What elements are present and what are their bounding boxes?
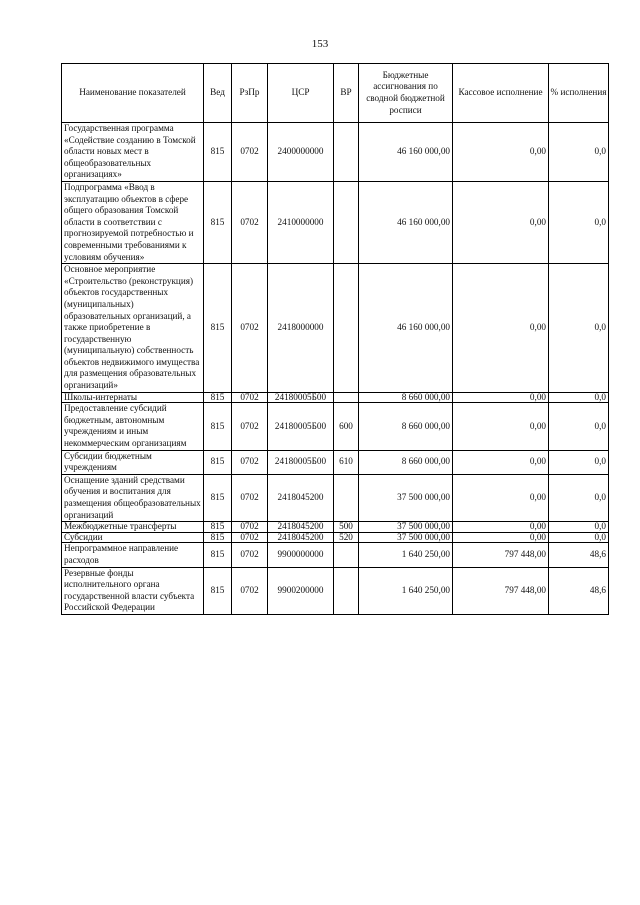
row-csr: 24180005Б00 — [268, 450, 334, 474]
row-percent: 0,0 — [549, 532, 609, 543]
row-cash: 797 448,00 — [453, 543, 549, 567]
row-ved: 815 — [204, 123, 232, 182]
row-budget: 37 500 000,00 — [359, 522, 453, 533]
row-rzpr: 0702 — [232, 567, 268, 614]
header-csr: ЦСР — [268, 64, 334, 123]
row-vr: 610 — [334, 450, 359, 474]
header-budget: Бюджетные ассигнования по сводной бюджетной росписи — [359, 64, 453, 123]
row-cash: 0,00 — [453, 181, 549, 263]
row-name: Школы-интернаты — [62, 392, 204, 403]
row-name: Государственная программа «Содействие созданию в Томской области новых мест в общеобразовательных организациях» — [62, 123, 204, 182]
row-name: Подпрограмма «Ввод в эксплуатацию объектов в сфере общего образования Томской области в соответствии с прогнозируемой потребностью и современными требованиями к условиям обучения» — [62, 181, 204, 263]
row-budget: 8 660 000,00 — [359, 450, 453, 474]
row-csr: 2418045200 — [268, 522, 334, 533]
row-rzpr: 0702 — [232, 543, 268, 567]
row-ved: 815 — [204, 522, 232, 533]
budget-table — [61, 63, 609, 615]
row-csr: 24180005Б00 — [268, 392, 334, 403]
row-percent: 0,0 — [549, 181, 609, 263]
row-percent: 0,0 — [549, 123, 609, 182]
row-rzpr: 0702 — [232, 403, 268, 450]
row-ved: 815 — [204, 264, 232, 393]
row-budget: 46 160 000,00 — [359, 181, 453, 263]
row-cash: 0,00 — [453, 450, 549, 474]
row-percent: 0,0 — [549, 450, 609, 474]
row-cash: 0,00 — [453, 532, 549, 543]
row-budget: 8 660 000,00 — [359, 403, 453, 450]
row-vr: 520 — [334, 532, 359, 543]
row-budget: 1 640 250,00 — [359, 567, 453, 614]
row-rzpr: 0702 — [232, 532, 268, 543]
table-row — [62, 543, 609, 567]
row-rzpr: 0702 — [232, 522, 268, 533]
row-name: Субсидии бюджетным учреждениям — [62, 450, 204, 474]
row-budget: 46 160 000,00 — [359, 123, 453, 182]
row-name: Основное мероприятие «Строительство (реконструкция) объектов государственных (муниципальных) образовательных организаций, а также приобретение в государственную (муниципальную) собственность объектов недвижимого имущества для размещения образовательных организаций» — [62, 264, 204, 393]
row-percent: 0,0 — [549, 522, 609, 533]
row-ved: 815 — [204, 181, 232, 263]
header-percent: % исполнения — [549, 64, 609, 123]
row-cash: 0,00 — [453, 123, 549, 182]
row-cash: 0,00 — [453, 403, 549, 450]
row-name: Оснащение зданий средствами обучения и воспитания для размещения общеобразовательных организаций — [62, 474, 204, 521]
row-vr — [334, 567, 359, 614]
row-ved: 815 — [204, 392, 232, 403]
row-budget: 1 640 250,00 — [359, 543, 453, 567]
table-row — [62, 123, 609, 182]
row-percent: 0,0 — [549, 474, 609, 521]
row-vr — [334, 474, 359, 521]
row-budget: 8 660 000,00 — [359, 392, 453, 403]
row-percent: 0,0 — [549, 392, 609, 403]
header-cash: Кассовое исполнение — [453, 64, 549, 123]
row-budget: 37 500 000,00 — [359, 474, 453, 521]
table-row — [62, 403, 609, 450]
row-cash: 0,00 — [453, 264, 549, 393]
row-ved: 815 — [204, 567, 232, 614]
row-vr — [334, 392, 359, 403]
header-rzpr: РзПр — [232, 64, 268, 123]
table-row — [62, 392, 609, 403]
row-ved: 815 — [204, 450, 232, 474]
row-vr: 500 — [334, 522, 359, 533]
row-csr: 9900200000 — [268, 567, 334, 614]
table-row — [62, 532, 609, 543]
row-ved: 815 — [204, 474, 232, 521]
row-csr: 2418045200 — [268, 474, 334, 521]
row-percent: 0,0 — [549, 403, 609, 450]
row-rzpr: 0702 — [232, 123, 268, 182]
table-row — [62, 522, 609, 533]
row-csr: 2410000000 — [268, 181, 334, 263]
row-vr — [334, 543, 359, 567]
header-vr: ВР — [334, 64, 359, 123]
row-name: Резервные фонды исполнительного органа государственной власти субъекта Российской Федерации — [62, 567, 204, 614]
row-name: Субсидии — [62, 532, 204, 543]
row-cash: 0,00 — [453, 522, 549, 533]
table-row — [62, 450, 609, 474]
row-name: Непрограммное направление расходов — [62, 543, 204, 567]
row-budget: 37 500 000,00 — [359, 532, 453, 543]
header-name: Наименование показателей — [62, 64, 204, 123]
row-name: Предоставление субсидий бюджетным, автономным учреждениям и иным некоммерческим организациям — [62, 403, 204, 450]
row-csr: 24180005Б00 — [268, 403, 334, 450]
table-row — [62, 567, 609, 614]
row-ved: 815 — [204, 532, 232, 543]
row-rzpr: 0702 — [232, 450, 268, 474]
row-vr — [334, 123, 359, 182]
header-ved: Вед — [204, 64, 232, 123]
row-rzpr: 0702 — [232, 264, 268, 393]
row-csr: 2418045200 — [268, 532, 334, 543]
row-vr — [334, 181, 359, 263]
row-ved: 815 — [204, 403, 232, 450]
row-percent: 48,6 — [549, 543, 609, 567]
table-row — [62, 264, 609, 393]
row-ved: 815 — [204, 543, 232, 567]
page-number: 153 — [311, 38, 329, 50]
row-cash: 0,00 — [453, 392, 549, 403]
row-budget: 46 160 000,00 — [359, 264, 453, 393]
row-percent: 0,0 — [549, 264, 609, 393]
row-vr: 600 — [334, 403, 359, 450]
row-csr: 9900000000 — [268, 543, 334, 567]
row-cash: 0,00 — [453, 474, 549, 521]
table-row — [62, 474, 609, 521]
row-name: Межбюджетные трансферты — [62, 522, 204, 533]
row-vr — [334, 264, 359, 393]
table-header-row — [62, 64, 609, 123]
row-rzpr: 0702 — [232, 474, 268, 521]
row-csr: 2400000000 — [268, 123, 334, 182]
row-rzpr: 0702 — [232, 392, 268, 403]
table-row — [62, 181, 609, 263]
row-rzpr: 0702 — [232, 181, 268, 263]
row-cash: 797 448,00 — [453, 567, 549, 614]
row-csr: 2418000000 — [268, 264, 334, 393]
row-percent: 48,6 — [549, 567, 609, 614]
